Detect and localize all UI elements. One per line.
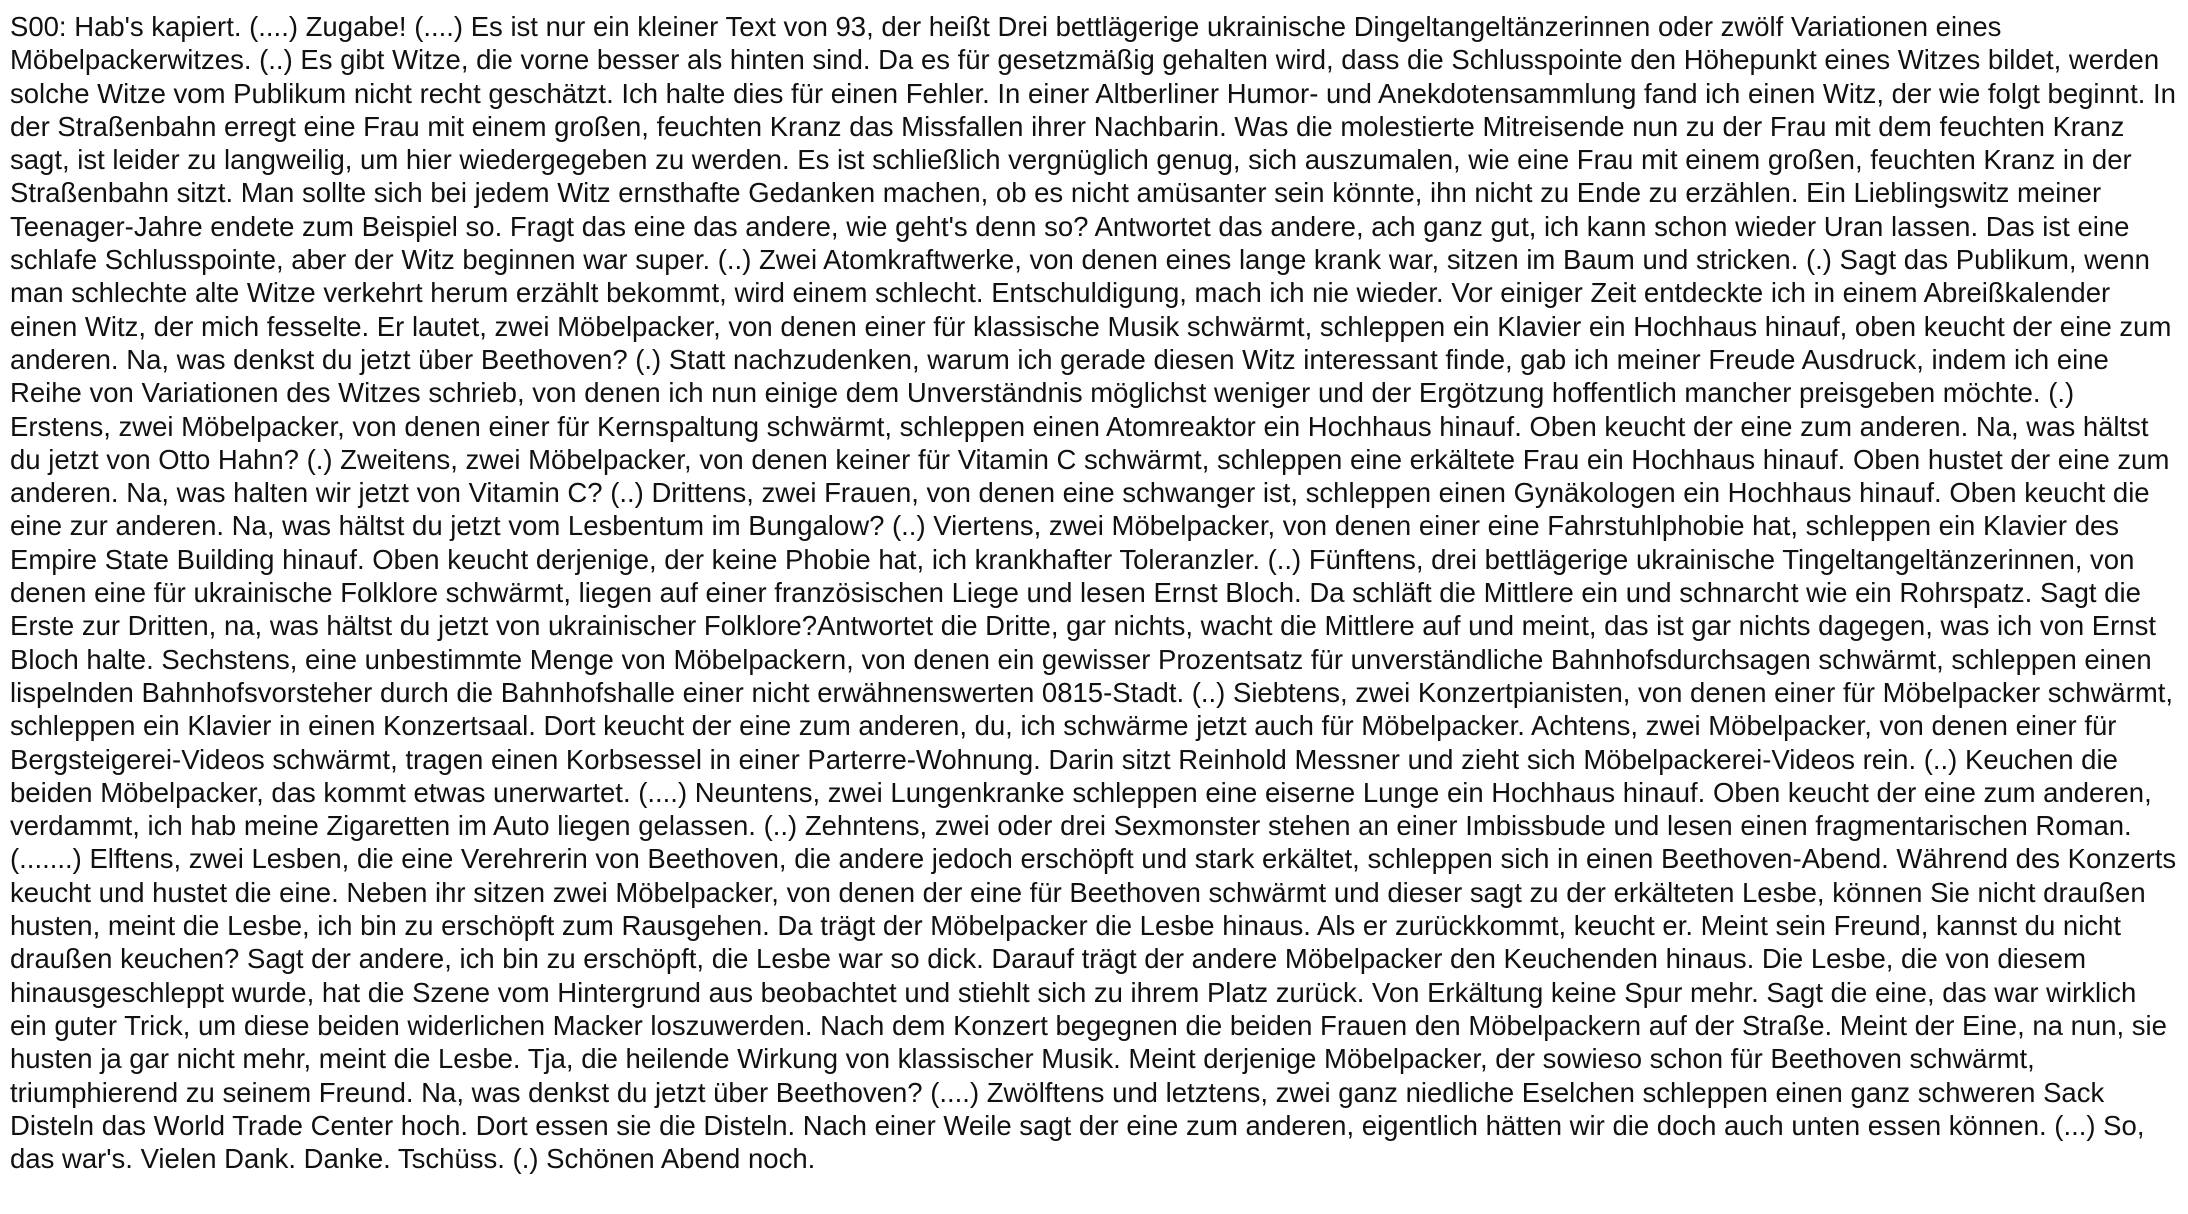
transcript-text: S00: Hab's kapiert. (....) Zugabe! (....) Es ist nur ein kleiner Text von 93, der heißt Drei bettlägerige ukrainische Dingeltangeltänzerinnen oder zwölf Variationen eines Möbelpackerwitzes. (..) Es gibt Witze, die vorne besser als hinten sind. Da es für gesetzmäßig gehalten wird, dass die Schlusspointe den Höhepunkt eines Witzes bildet, werden solche Witze vom Publikum nicht recht geschätzt. Ich halte dies für einen Fehler. In einer Altberliner Humor- und Anekdotensammlung fand ich einen Witz, der wie folgt beginnt. In der Straßenbahn erregt eine Frau mit einem großen, feuchten Kranz das Missfallen ihrer Nachbarin. Was die molestierte Mitreisende nun zu der Frau mit dem feuchten Kranz sagt, ist leider zu langweilig, um hier wiedergegeben zu werden. Es ist schließlich vergnüglich genug, sich auszumalen, wie eine Frau mit einem großen, feuchten Kranz in der Straßenbahn sitzt. Man sollte sich bei jedem Witz ernsthafte Gedanken machen, ob es nicht amüsanter sein könnte, ihn nicht zu Ende zu erzählen. Ein Lieblingswitz meiner Teenager-Jahre endete zum Beispiel so. Fragt das eine das andere, wie geht's denn so? Antwortet das andere, ach ganz gut, ich kann schon wieder Uran lassen. Das ist eine schlafe Schlusspointe, aber der Witz beginnen war super. (..) Zwei Atomkraftwerke, von denen eines lange krank war, sitzen im Baum und stricken. (.) Sagt das Publikum, wenn man schlechte alte Witze verkehrt herum erzählt bekommt, wird einem schlecht. Entschuldigung, mach ich nie wieder. Vor einiger Zeit entdeckte ich in einem Abreißkalender einen Witz, der mich fesselte. Er lautet, zwei Möbelpacker, von denen einer für klassische Musik schwärmt, schleppen ein Klavier ein Hochhaus hinauf, oben keucht der eine zum anderen. Na, was denkst du jetzt über Beethoven? (.) Statt nachzudenken, warum ich gerade diesen Witz interessant finde, gab ich meiner Freude Ausdruck, indem ich eine Reihe von Variationen des Witzes schrieb, von denen ich nun einige dem Unverständnis möglichst weniger und der Ergötzung hoffentlich mancher preisgeben möchte. (.) Erstens, zwei Möbelpacker, von denen einer für Kernspaltung schwärmt, schleppen einen Atomreaktor ein Hochhaus hinauf. Oben keucht der eine zum anderen. Na, was hältst du jetzt von Otto Hahn? (.) Zweitens, zwei Möbelpacker, von denen keiner für Vitamin C schwärmt, schleppen eine erkältete Frau ein Hochhaus hinauf. Oben hustet der eine zum anderen. Na, was halten wir jetzt von Vitamin C? (..) Drittens, zwei Frauen, von denen eine schwanger ist, schleppen einen Gynäkologen ein Hochhaus hinauf. Oben keucht die eine zur anderen. Na, was hältst du jetzt vom Lesbentum im Bungalow? (..) Viertens, zwei Möbelpacker, von denen einer eine Fahrstuhlphobie hat, schleppen ein Klavier des Empire State Building hinauf. Oben keucht derjenige, der keine Phobie hat, ich krankhafter Toleranzler. (..) Fünftens, drei bettlägerige ukrainische Tingeltangeltänzerinnen, von denen eine für ukrainische Folklore schwärmt, liegen auf einer französischen Liege und lesen Ernst Bloch. Da schläft die Mittlere ein und schnarcht wie ein Rohrspatz. Sagt die Erste zur Dritten, na, was hältst du jetzt von ukrainischer Folklore?Antwortet die Dritte, gar nichts, wacht die Mittlere auf und meint, das ist gar nichts dagegen, was ich von Ernst Bloch halte. Sechstens, eine unbestimmte Menge von Möbelpackern, von denen ein gewisser Prozentsatz für unverständliche Bahnhofsdurchsagen schwärmt, schleppen einen lispelnden Bahnhofsvorsteher durch die Bahnhofshalle einer nicht erwähnenswerten 0815-Stadt. (..) Siebtens, zwei Konzertpianisten, von denen einer für Möbelpacker schwärmt, schleppen ein Klavier in einen Konzertsaal. Dort keucht der eine zum anderen, du, ich schwärme jetzt auch für Möbelpacker. Achtens, zwei Möbelpacker, von denen einer für Bergsteigerei-Videos schwärmt, tragen einen Korbsessel in einer Parterre-Wohnung. Darin sitzt Reinhold Messner und zieht sich Möbelpackerei-Videos rein. (..) Keuchen die beiden Möbelpacker, das kommt etwas unerwartet. (....) Neuntens, zwei Lungenkranke schleppen eine eiserne Lunge ein Hochhaus hinauf. Oben keucht der eine zum anderen, verdammt, ich hab meine Zigaretten im Auto liegen gelassen. (..) Zehntens, zwei oder drei Sexmonster stehen an einer Imbissbude und lesen einen fragmentarischen Roman. (.......) Elftens, zwei Lesben, die eine Verehrerin von Beethoven, die andere jedoch erschöpft und stark erkältet, schleppen sich in einen Beethoven-Abend. Während des Konzerts keucht und hustet die eine. Neben ihr sitzen zwei Möbelpacker, von denen der eine für Beethoven schwärmt und dieser sagt zu der erkälteten Lesbe, können Sie nicht draußen husten, meint die Lesbe, ich bin zu erschöpft zum Rausgehen. Da trägt der Möbelpacker die Lesbe hinaus. Als er zurückkommt, keucht er. Meint sein Freund, kannst du nicht draußen keuchen? Sagt der andere, ich bin zu erschöpft, die Lesbe war so dick. Darauf trägt der andere Möbelpacker den Keuchenden hinaus. Die Lesbe, die von diesem hinausgeschleppt wurde, hat die Szene vom Hintergrund aus beobachtet und stiehlt sich zu ihrem Platz zurück. Von Erkältung keine Spur mehr. Sagt die eine, das war wirklich ein guter Trick, um diese beiden widerlichen Macker loszuwerden. Nach dem Konzert begegnen die beiden Frauen den Möbelpackern auf der Straße. Meint der Eine, na nun, sie husten ja gar nicht mehr, meint die Lesbe. Tja, die heilende Wirkung von klassischer Musik. Meint derjenige Möbelpacker, der sowieso schon für Beethoven schwärmt, triumphierend zu seinem Freund. Na, was denkst du jetzt über Beethoven? (....) Zwölftens und letztens, zwei ganz niedliche Eselchen schleppen einen ganz schweren Sack Disteln das World Trade Center hoch. Dort essen sie die Disteln. Nach einer Weile sagt der eine zum anderen, eigentlich hätten wir die doch auch unten essen können. (...) So, das war's. Vielen Dank. Danke. Tschüss. (.) Schönen Abend noch. [10,11,2177,1175]
transcript-page [10,10,2180,1210]
